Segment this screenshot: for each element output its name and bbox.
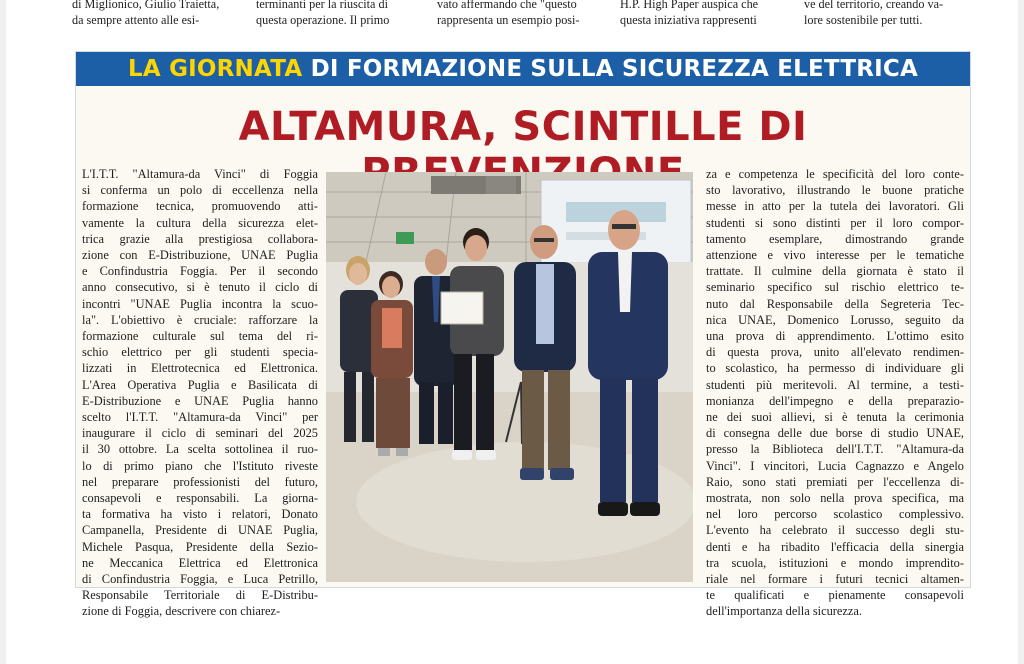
- text-line: presso la Biblioteca dell'I.T.T. "Altamura-da: [706, 442, 964, 457]
- left-text-column: [82, 166, 318, 620]
- text-line: questa iniziativa rappresenti: [620, 13, 757, 27]
- previous-article-strip: [72, 0, 976, 40]
- text-line: schio elettrico per gli studenti specia-: [82, 345, 318, 360]
- top-column-4: [620, 0, 792, 28]
- text-line: terminanti per la riuscita di: [256, 0, 388, 11]
- text-line: L'Area Operativa Puglia e Basilicata di: [82, 377, 318, 392]
- text-line: Michele Pasqua, Presidente della Sezio-: [82, 539, 318, 554]
- text-line: il 30 ottobre. La scelta sottolinea il ruo-: [82, 442, 318, 457]
- text-line: e Confindustria Foggia. Per il secondo: [82, 264, 318, 279]
- text-line: rappresenta un esempio posi-: [437, 13, 580, 27]
- text-line: tamento esemplare, dimostrando grande: [706, 231, 964, 246]
- text-line: messe in atto per la tutela dei lavoratori. Gli: [706, 199, 964, 214]
- text-line: studenti si sono distinti per il loro compor-: [706, 215, 964, 230]
- top-column-1: [72, 0, 244, 28]
- text-line: nica UNAE, Domenico Lorusso, seguito da: [706, 312, 964, 327]
- text-line: ne dei suoi allievi, si è tenuta la cerimonia: [706, 410, 964, 425]
- text-line: nuto dal Responsabile della Segreteria Tec-: [706, 296, 964, 311]
- headline: ALTAMURA, SCINTILLE DI: [238, 104, 808, 150]
- text-line: seminario specifico sul rischio elettrico te-: [706, 280, 964, 295]
- top-column-3: [437, 0, 609, 28]
- text-line: Responsabile Territoriale di E-Distribu-: [82, 588, 318, 603]
- text-line: zione di Foggia, descrivere con chiarez-: [82, 604, 281, 619]
- text-line: riale nel formare i futuri tecnici altamen-: [706, 572, 964, 587]
- text-line: ta formativa ha visto i relatori, Donato: [82, 507, 318, 522]
- text-line: di consegna delle due borse di studio UNAE,: [706, 426, 964, 441]
- text-line: L'I.T.T. "Altamura-da Vinci" di Foggia: [82, 167, 318, 181]
- group-photo-illustration: [326, 172, 693, 582]
- text-line: formazione tecnica, promuovendo atti-: [82, 199, 318, 214]
- text-line: nel preparare professionisti del futuro,: [82, 474, 318, 489]
- text-line: anno consecutivo, si è tenuto il ciclo di: [82, 280, 318, 295]
- text-line: vato affermando che "questo: [437, 0, 577, 11]
- text-line: studenti più meritevoli. Al termine, a testi-: [706, 377, 964, 392]
- text-line: H.P. High Paper auspica che: [620, 0, 759, 11]
- text-line: mostrata, non solo nella prova specifica, ma: [706, 491, 964, 506]
- banner-highlight: LA GIORNATA: [128, 56, 303, 82]
- article-photo: [326, 172, 693, 582]
- text-line: si conferma un polo di eccellenza nella: [82, 183, 318, 198]
- banner-text: DI FORMAZIONE SULLA SICUREZZA ELETTRICA: [310, 56, 918, 82]
- text-line: questa operazione. Il primo: [256, 13, 390, 27]
- text-line: consapevoli e responsabili. La giorna-: [82, 491, 318, 506]
- top-column-5: [804, 0, 976, 28]
- text-line: formazione culturale sul tema del ri-: [82, 329, 318, 344]
- text-line: zione con E-Distribuzione, UNAE Puglia: [82, 248, 318, 263]
- text-line: di Confindustria Foggia, e Luca Petrillo,: [82, 572, 318, 587]
- text-line: tra scuola, istituzioni e mondo imprendito-: [706, 555, 964, 570]
- text-line: L'evento ha celebrato il successo degli stu-: [706, 523, 964, 538]
- text-line: attenzione e vivo interesse per le tematiche: [706, 248, 964, 263]
- text-line: inaugurare il ciclo di seminari del 2025: [82, 426, 318, 441]
- text-line: lore sostenibile per tutti.: [804, 13, 923, 27]
- text-line: denti e ha ribadito l'efficacia della sinergia: [706, 539, 964, 554]
- section-banner: [76, 52, 970, 86]
- text-line: monianza dell'impegno e della preparazio-: [706, 393, 964, 408]
- text-line: lizzati in Elettrotecnica ed Elettronica.: [82, 361, 318, 376]
- text-line: dell'importanza della sicurezza.: [706, 604, 863, 619]
- right-text-column: [706, 166, 964, 620]
- top-column-2: [256, 0, 428, 28]
- text-line: trattate. Il culmine della giornata è stato il: [706, 264, 964, 279]
- text-line: za e competenza le specificità del loro conte-: [706, 167, 964, 181]
- text-line: trica grazie alla prestigiosa collabora-: [82, 231, 318, 246]
- text-line: Raio, sono stati premiati per l'eccellenza di-: [706, 474, 964, 489]
- text-line: Campanella, Presidente di UNAE Puglia,: [82, 523, 318, 538]
- text-line: vamente la cultura della sicurezza elet-: [82, 215, 318, 230]
- text-line: di Miglionico, Giulio Traietta,: [72, 0, 220, 11]
- text-line: lo di primo piano che l'Istituto riveste: [82, 458, 318, 473]
- text-line: to scolastico, ha permesso di individuare gli: [706, 361, 964, 376]
- text-line: una prova di apprendimento. L'ottimo esito: [706, 329, 964, 344]
- text-line: incontri "UNAE Puglia incontra la scuo-: [82, 296, 318, 311]
- text-line: di questa prova, unito all'elevato rendimen-: [706, 345, 964, 360]
- text-line: Vinci". I vincitori, Lucia Cagnazzo e Angelo: [706, 458, 964, 473]
- text-line: sto lavorativo, illustrando le buone pratiche: [706, 183, 964, 198]
- text-line: E-Distribuzione e UNAE Puglia hanno: [82, 393, 318, 408]
- text-line: te qualificati e pienamente consapevoli: [706, 588, 964, 603]
- text-line: scelto l'I.T.T. "Altamura-da Vinci" per: [82, 410, 318, 425]
- text-line: la". L'obiettivo è cruciale: rafforzare la: [82, 312, 318, 327]
- text-line: ve del territorio, creando va-: [804, 0, 944, 11]
- article: [75, 51, 971, 619]
- text-line: ne Meccanica Elettrica ed Elettronica: [82, 555, 318, 570]
- text-line: nel loro percorso scolastico complessivo.: [706, 507, 964, 522]
- text-line: da sempre attento alle esi-: [72, 13, 200, 27]
